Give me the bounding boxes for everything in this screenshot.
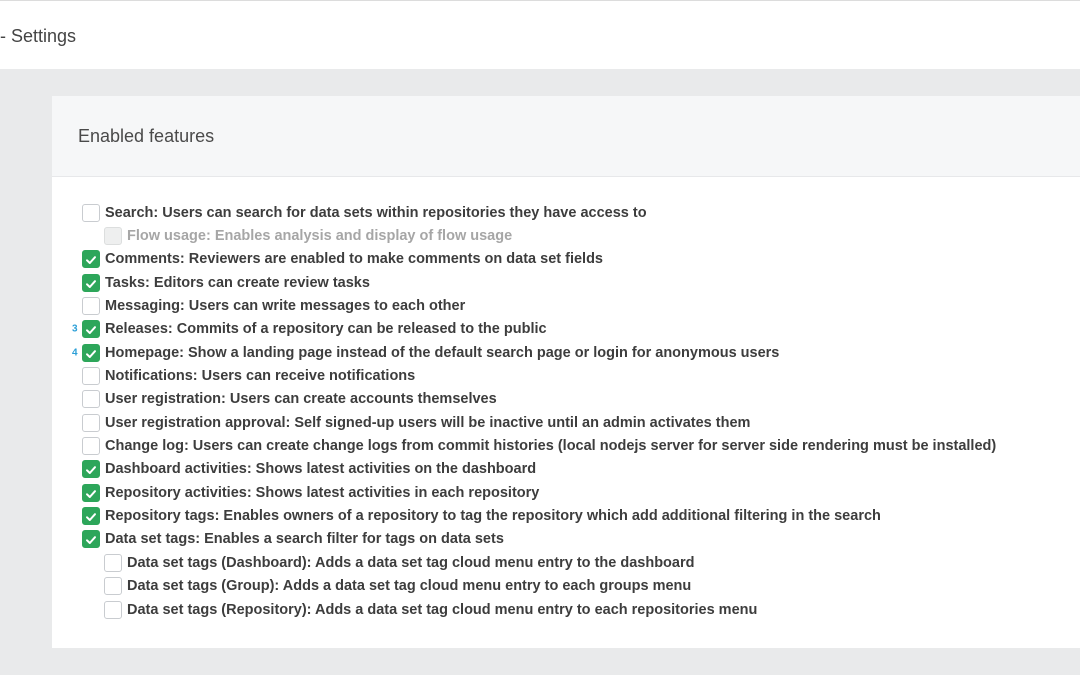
- feature-checkbox[interactable]: [104, 577, 122, 595]
- feature-row: [52, 224, 1080, 247]
- feature-checkbox[interactable]: [82, 250, 100, 268]
- checkmark-icon: [85, 463, 97, 475]
- feature-label: Tasks: Editors can create review tasks: [105, 274, 370, 291]
- page-body: [0, 69, 1080, 675]
- feature-label: User registration approval: Self signed-up users will be inactive until an admin activates them: [105, 414, 751, 431]
- feature-checkbox[interactable]: [82, 367, 100, 385]
- feature-row: [52, 504, 1080, 527]
- page-header: [0, 1, 1080, 69]
- feature-label: Data set tags (Repository): Adds a data set tag cloud menu entry to each repositories menu: [127, 601, 758, 618]
- feature-list: [52, 201, 1080, 621]
- checkmark-icon: [85, 253, 97, 265]
- feature-label: Data set tags (Dashboard): Adds a data set tag cloud menu entry to the dashboard: [127, 554, 695, 571]
- feature-row: [52, 411, 1080, 434]
- feature-row: [52, 458, 1080, 481]
- feature-row: [52, 575, 1080, 598]
- checkmark-icon: [85, 510, 97, 522]
- feature-label: Releases: Commits of a repository can be released to the public: [105, 321, 547, 338]
- feature-checkbox[interactable]: [82, 460, 100, 478]
- feature-checkbox[interactable]: [104, 554, 122, 572]
- checkmark-icon: [85, 533, 97, 545]
- feature-label: User registration: Users can create accounts themselves: [105, 391, 497, 408]
- feature-label: Notifications: Users can receive notifications: [105, 368, 416, 385]
- page-title: - Settings: [0, 26, 77, 46]
- feature-label: Data set tags (Group): Adds a data set tag cloud menu entry to each groups menu: [127, 578, 692, 595]
- panel-heading: [52, 96, 1080, 177]
- feature-checkbox[interactable]: [82, 390, 100, 408]
- feature-row: [52, 271, 1080, 294]
- feature-label: Repository activities: Shows latest activities in each repository: [105, 484, 540, 501]
- feature-checkbox[interactable]: [82, 297, 100, 315]
- feature-checkbox[interactable]: [82, 437, 100, 455]
- row-marker: 3: [72, 323, 78, 335]
- feature-label: Homepage: Show a landing page instead of the default search page or login for anonymous users: [105, 344, 780, 361]
- feature-checkbox[interactable]: [82, 484, 100, 502]
- feature-label: Dashboard activities: Shows latest activities on the dashboard: [105, 461, 537, 478]
- feature-row: [52, 364, 1080, 387]
- feature-label: Repository tags: Enables owners of a repository to tag the repository which add additional filtering in the search: [105, 508, 881, 525]
- feature-label: Data set tags: Enables a search filter for tags on data sets: [105, 531, 504, 548]
- feature-checkbox[interactable]: [82, 414, 100, 432]
- feature-checkbox[interactable]: [82, 530, 100, 548]
- feature-row: [52, 294, 1080, 317]
- panel-title: Enabled features: [78, 126, 215, 146]
- feature-label: Messaging: Users can write messages to each other: [105, 298, 466, 315]
- feature-row: [52, 341, 1080, 364]
- feature-checkbox[interactable]: [82, 274, 100, 292]
- feature-row: [52, 528, 1080, 551]
- feature-label: Flow usage: Enables analysis and display of flow usage: [127, 228, 513, 245]
- feature-row: [52, 388, 1080, 411]
- feature-row: [52, 248, 1080, 271]
- feature-label: Change log: Users can create change logs from commit histories (local nodejs server for server side rendering must be installed): [105, 438, 997, 455]
- feature-checkbox: [104, 227, 122, 245]
- feature-row: [52, 318, 1080, 341]
- checkmark-icon: [85, 487, 97, 499]
- feature-checkbox[interactable]: [82, 204, 100, 222]
- row-marker: 4: [72, 347, 78, 359]
- feature-checkbox[interactable]: [82, 507, 100, 525]
- checkmark-icon: [85, 347, 97, 359]
- feature-checkbox[interactable]: [82, 344, 100, 362]
- enabled-features-panel: [52, 96, 1080, 648]
- feature-row: [52, 598, 1080, 621]
- checkmark-icon: [85, 277, 97, 289]
- feature-row: [52, 551, 1080, 574]
- feature-row: [52, 434, 1080, 457]
- feature-checkbox[interactable]: [104, 601, 122, 619]
- feature-label: Search: Users can search for data sets within repositories they have access to: [105, 204, 647, 221]
- feature-checkbox[interactable]: [82, 320, 100, 338]
- feature-row: [52, 201, 1080, 224]
- feature-row: [52, 481, 1080, 504]
- checkmark-icon: [85, 323, 97, 335]
- feature-label: Comments: Reviewers are enabled to make comments on data set fields: [105, 251, 603, 268]
